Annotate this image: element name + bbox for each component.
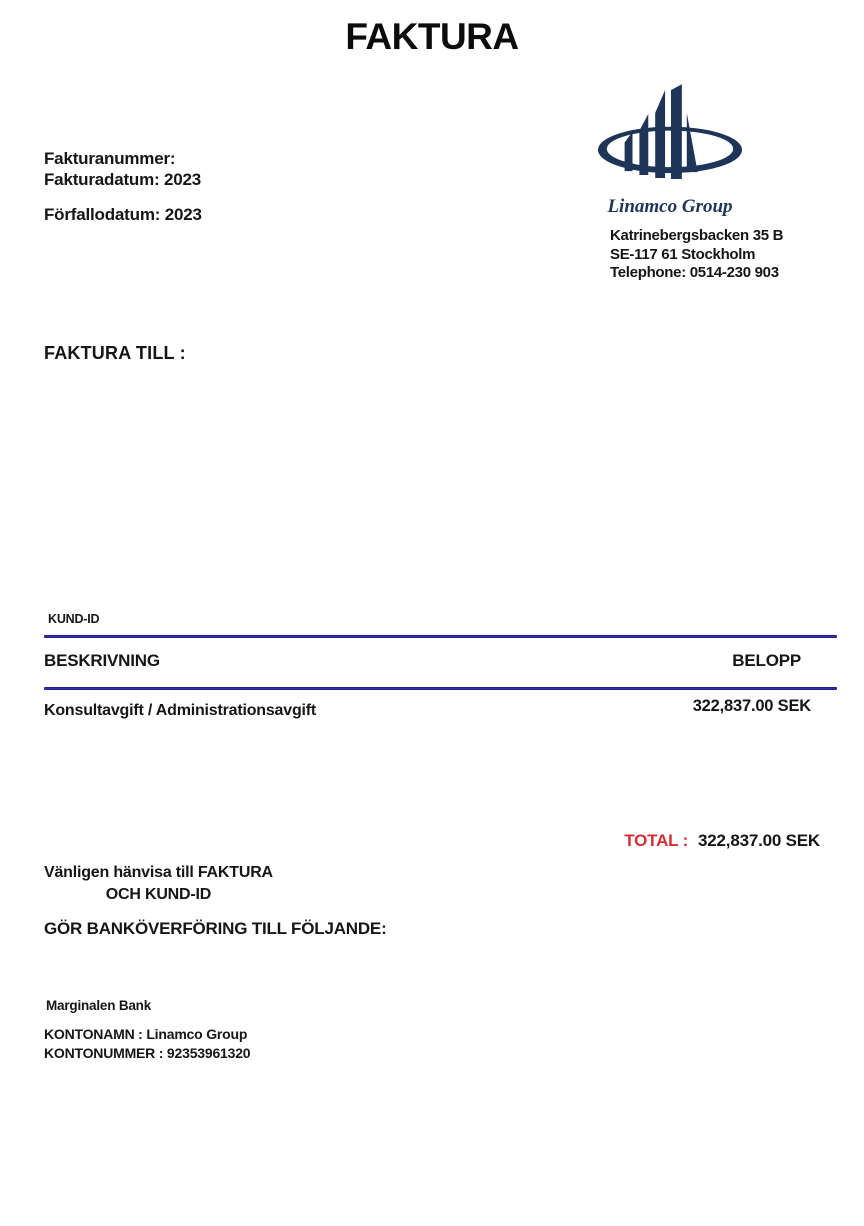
table-header-rule	[44, 687, 837, 690]
address-line-1: Katrinebergsbacken 35 B	[610, 227, 784, 244]
line-item-description: Konsultavgift / Administrationsavgift	[44, 702, 317, 719]
account-number: KONTONUMMER : 92353961320	[44, 1044, 251, 1061]
company-logo	[595, 84, 745, 218]
bank-account-details	[44, 1025, 250, 1062]
description-column-header: BESKRIVNING	[44, 651, 160, 670]
line-item-amount: 322,837.00 SEK	[692, 697, 811, 715]
amount-column-header: BELOPP	[732, 651, 801, 670]
address-line-2: SE-117 61 Stockholm	[610, 245, 756, 263]
skyline-swoosh-logo-icon	[595, 84, 745, 198]
reference-note-line-2: OCH KUND-ID	[105, 886, 212, 903]
reference-note	[44, 862, 273, 906]
total-row	[624, 831, 820, 851]
customer-id-label: KUND-ID	[48, 612, 100, 626]
total-amount: 322,837.00 SEK	[698, 831, 820, 850]
bank-transfer-heading: GÖR BANKÖVERFÖRING TILL FÖLJANDE:	[44, 919, 387, 938]
reference-note-line-1: Vänligen hänvisa till FAKTURA	[44, 864, 273, 881]
company-name: Linamco Group	[607, 196, 733, 217]
company-phone: Telephone: 0514-230 903	[610, 264, 779, 281]
invoice-meta	[44, 148, 201, 190]
table-row	[44, 697, 811, 720]
table-header-row	[44, 651, 801, 671]
invoice-date-label: Fakturadatum: 2023	[44, 170, 202, 189]
page-title: FAKTURA	[345, 16, 519, 57]
bank-name: Marginalen Bank	[46, 998, 152, 1013]
table-top-rule	[44, 635, 837, 638]
bill-to-label: FAKTURA TILL :	[44, 343, 186, 363]
due-date-label: Förfallodatum: 2023	[44, 205, 202, 224]
company-address	[610, 227, 783, 283]
invoice-number-label: Fakturanummer:	[44, 149, 176, 168]
account-name: KONTONAMN : Linamco Group	[44, 1026, 248, 1042]
total-label: TOTAL :	[624, 831, 689, 850]
